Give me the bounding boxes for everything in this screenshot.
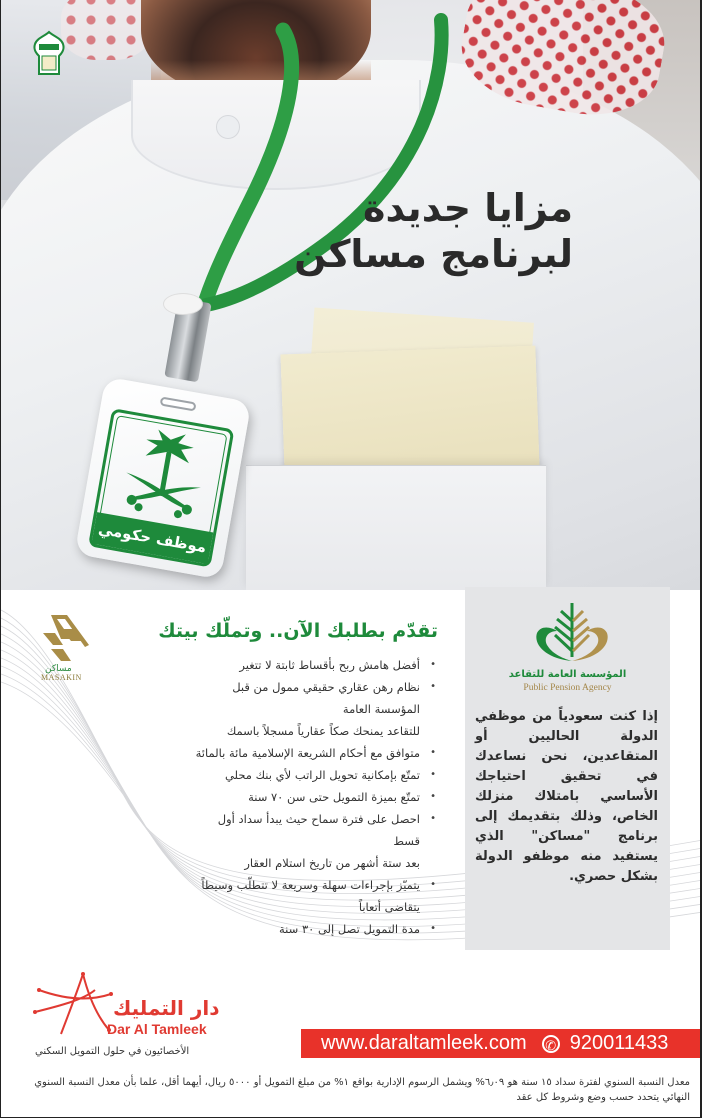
certified-seal-icon <box>31 30 67 78</box>
feature-item: • يتميّز بإجراءات سهلة وسريعة لا تتطلّب وسيطاً يتقاضى أتعاباً <box>188 874 438 918</box>
panel-body-text: إذا كنت سعودياً من موظفي الدولة الحاليين أو المتقاعدين، نحن نساعدك في تحقيق احتياجك الأساسي بامتلاك منزلك الخاص، وذلك بتقديمك إلى برنامج "مساكن" الذي يستفيد منه موظفو الدولة بشكل حصري. <box>475 709 658 884</box>
feature-item: • مدة التمويل تصل إلى ٣٠ سنة <box>188 918 438 940</box>
disclaimer-line-1: معدل النسبة السنوي لفترة سداد ١٥ سنة هو ٦٫٠٩% ويشمل الرسوم الإدارية بواقع ١% من مبلغ التمويل أو ٥٠٠٠ ريال، أيهما أقل، علما بأن معدل النسبة السنوي <box>34 1077 690 1088</box>
badge-slot <box>160 396 197 411</box>
feature-item: • متوافق مع أحكام الشريعة الإسلامية مائة بالمائة <box>188 742 438 764</box>
id-badge <box>74 377 251 580</box>
hero-photo <box>1 0 702 590</box>
agency-name-en: Public Pension Agency <box>523 683 612 693</box>
phone-number[interactable]: 920011433 <box>569 1032 669 1055</box>
pension-agency-palm-icon <box>527 597 617 665</box>
badge-ring <box>163 293 203 315</box>
contact-bar <box>301 1029 701 1058</box>
headline-line-1: مزايا جديدة <box>363 186 573 230</box>
feature-item: • أفضل هامش ربح بأقساط ثابتة لا تتغير <box>188 654 438 676</box>
disclaimer <box>10 1075 690 1105</box>
badge-frame <box>88 408 234 567</box>
badge-label: موظف حكومي <box>92 512 214 564</box>
feature-item: • احصل على فترة سماح حيث يبدأ سداد أول قسط بعد ستة أشهر من تاريخ استلام العقار <box>188 808 438 874</box>
brand-tagline: الأخصائيون في حلول التمويل السكني <box>35 1046 190 1057</box>
website-link[interactable]: www.daraltamleek.com <box>321 1032 527 1055</box>
brand-name-ar: دار التمليك <box>113 996 220 1020</box>
pension-agency-panel <box>465 587 670 950</box>
brand-name-en: Dar Al Tamleek <box>107 1021 207 1037</box>
saudi-emblem-icon <box>115 425 213 528</box>
masakin-name-ar: مساكن <box>45 664 72 674</box>
feature-item: • تمتّع بإمكانية تحويل الراتب لأي بنك محلي <box>188 764 438 786</box>
disclaimer-line-2: النهائي يتحدد حسب وضع وشروط كل عقد <box>516 1092 690 1103</box>
masakin-name-en: MASAKIN <box>41 673 82 682</box>
agency-name-ar: المؤسسة العامة للتقاعد <box>508 669 627 680</box>
features-list <box>188 654 438 940</box>
headline-line-2: لبرنامج مساكن <box>294 232 573 276</box>
headline <box>294 185 573 277</box>
feature-item: • تمتّع بميزة التمويل حتى سن ٧٠ سنة <box>188 786 438 808</box>
phone-icon <box>542 1035 560 1053</box>
feature-item: • نظام رهن عقاري حقيقي ممول من قبل المؤسسة العامة للتقاعد يمنحك صكاً عقارياً مسجلاً باسمك <box>188 676 438 742</box>
features-title: تقدّم بطلبك الآن.. وتملّك بيتك <box>158 620 438 642</box>
shirt-pocket <box>246 465 546 590</box>
